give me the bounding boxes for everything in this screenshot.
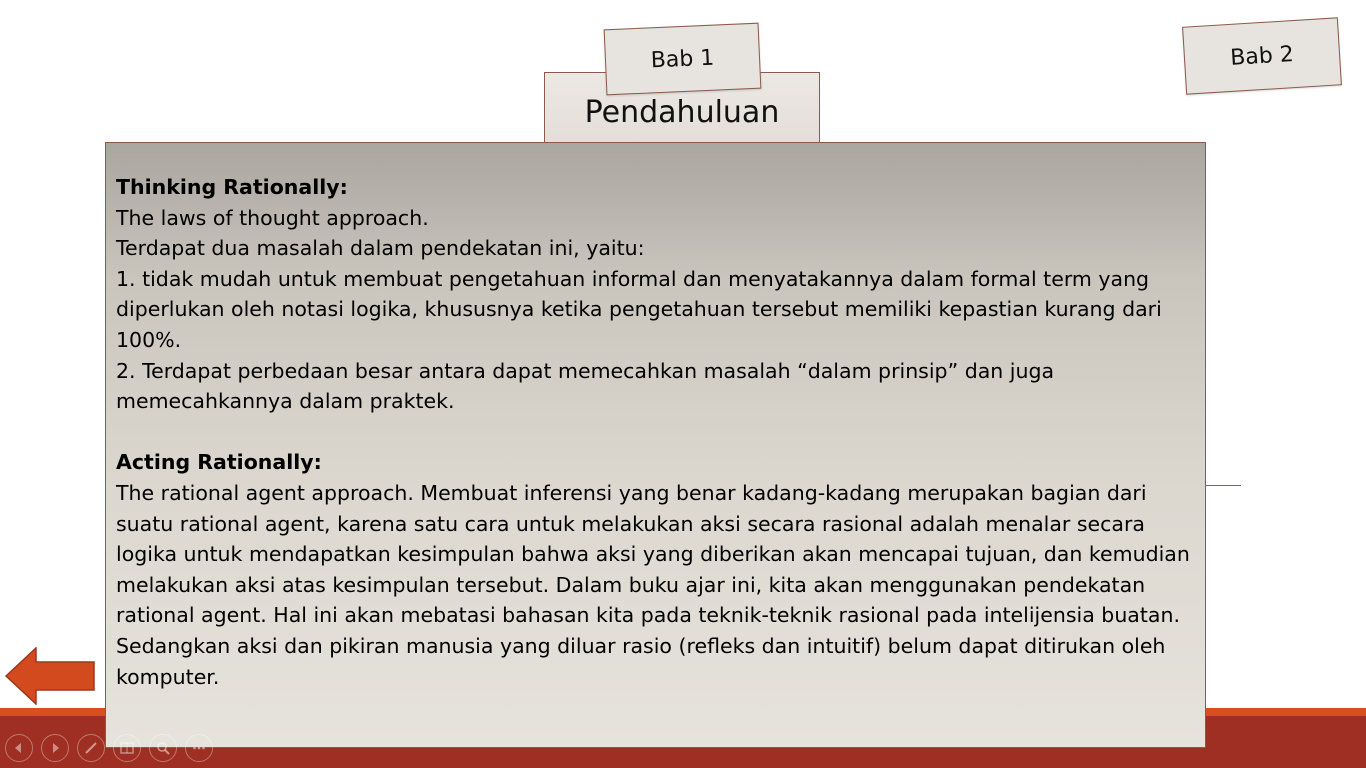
text-line: suatu rational agent, karena satu cara untuk melakukan aksi secara rasional adalah menalar secara [116, 511, 1145, 536]
tab-bab-2-label: Bab 2 [1229, 41, 1295, 71]
pen-icon[interactable] [77, 734, 105, 762]
text-line: The rational agent approach. Membuat inferensi yang benar kadang-kadang merupakan bagian dari [116, 480, 1147, 505]
more-options-icon[interactable] [185, 734, 213, 762]
text-line: Sedangkan aksi dan pikiran manusia yang diluar rasio (refleks dan intuitif) belum dapat ditirukan oleh [116, 633, 1166, 658]
text-line: logika untuk mendapatkan kesimpulan bahwa aksi yang diberikan akan mencapai tujuan, dan kemudian [116, 542, 1190, 567]
text-line: melakukan aksi atas kesimpulan tersebut. Dalam buku ajar ini, kita akan menggunakan pendekatan [116, 572, 1146, 597]
tab-bab-1[interactable] [604, 23, 762, 96]
tab-bab-2[interactable] [1182, 17, 1342, 94]
text-line: 1. tidak mudah untuk membuat pengetahuan informal dan menyatakannya dalam formal term yang [116, 266, 1150, 291]
content-panel [105, 142, 1206, 748]
text-line: diperlukan oleh notasi logika, khususnya ketika pengetahuan tersebut memiliki kepastian kurang dari [116, 297, 1162, 322]
text-line: komputer. [116, 664, 220, 689]
tab-bab-1-label: Bab 1 [650, 45, 715, 73]
text-line: 100%. [116, 327, 182, 352]
text-line: 2. Terdapat perbedaan besar antara dapat memecahkan masalah “dalam prinsip” dan juga [116, 358, 1055, 383]
zoom-icon[interactable] [149, 734, 177, 762]
section-title: Pendahuluan [584, 95, 780, 130]
acting-rationally-heading: Acting Rationally: [116, 450, 322, 475]
next-slide-icon[interactable] [41, 734, 69, 762]
text-line: Terdapat dua masalah dalam pendekatan ini, yaitu: [116, 236, 645, 261]
paragraph-gap [116, 417, 1195, 448]
left-arrow-icon[interactable] [4, 647, 96, 705]
slideshow-toolbar [5, 734, 213, 764]
thinking-rationally-heading: Thinking Rationally: [116, 175, 348, 199]
text-line: The laws of thought approach. [116, 205, 429, 230]
text-line: memecahkannya dalam praktek. [116, 389, 455, 414]
previous-slide-icon[interactable] [5, 734, 33, 762]
text-line: rational agent. Hal ini akan mebatasi bahasan kita pada teknik-teknik rasional pada intelijensia buatan. [116, 603, 1180, 628]
slides-grid-icon[interactable] [113, 734, 141, 762]
